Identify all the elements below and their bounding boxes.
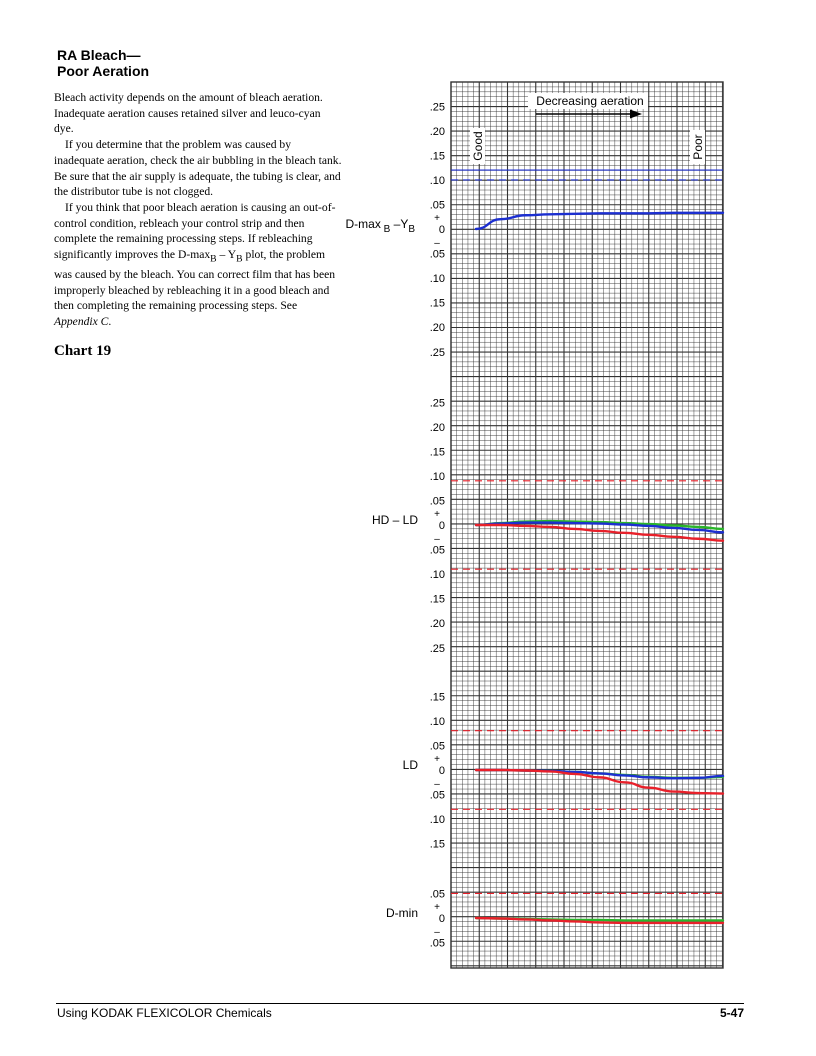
plus-sign: + [434, 902, 440, 913]
panel-label: HD – LD [371, 513, 418, 527]
chart-title: Decreasing aeration [536, 94, 644, 108]
y-tick-label: .10 [429, 715, 445, 728]
footer-publication-title: Using KODAK FLEXICOLOR Chemicals [57, 1006, 272, 1020]
y-tick-label: .05 [429, 937, 445, 950]
zero-label: 0 [438, 765, 445, 777]
y-tick-label: .05 [429, 740, 445, 753]
minus-sign: – [434, 534, 440, 545]
y-tick-label: .25 [429, 642, 445, 655]
y-tick-label: .20 [429, 125, 445, 138]
chart-label: Chart 19 [54, 343, 112, 359]
minus-sign: – [434, 238, 440, 249]
zero-label: 0 [438, 913, 445, 925]
minus-sign: – [434, 779, 440, 790]
zero-label: 0 [438, 520, 445, 532]
paragraph-2: If you determine that the problem was caused by inadequate aeration, check the air bubbling in the bleach tank. Be sure that the air supply is adequate, the tubing is clear, and the distributor tube is not clogged. [54, 138, 342, 199]
minus-sign: – [434, 927, 440, 938]
paragraph-3-end: . [108, 315, 112, 329]
appendix-reference: Appendix C [54, 315, 109, 329]
footer-rule [56, 1003, 744, 1004]
plus-sign: + [434, 213, 440, 224]
y-tick-label: .20 [429, 618, 445, 631]
panel-label: D-min [386, 906, 418, 920]
panel-label-sub: B [408, 224, 415, 235]
y-tick-label: .05 [429, 544, 445, 557]
y-tick-label: .20 [429, 421, 445, 434]
paragraph-3-post: plot, the problem was caused by the bleach. You can correct film that has been improperly bleached by rebleaching it in a good bleach and then completing the remaining processing steps. See [54, 248, 336, 313]
paragraph-3-sub2: B [236, 253, 243, 265]
footer-page-number: 5-47 [719, 1006, 744, 1020]
y-tick-label: .15 [429, 446, 445, 459]
panel-label [346, 217, 416, 235]
panel-label-sub: B [380, 224, 391, 235]
y-tick-label: .15 [429, 593, 445, 606]
y-tick-label: .15 [429, 691, 445, 704]
y-tick-label: .05 [429, 495, 445, 508]
y-tick-label: .25 [429, 101, 445, 114]
plus-sign: + [434, 509, 440, 520]
y-tick-label: .15 [429, 838, 445, 851]
panel-label-mid: –Y [390, 217, 409, 231]
y-tick-label: .10 [429, 470, 445, 483]
y-tick-label: .15 [429, 150, 445, 163]
y-tick-label: .20 [429, 322, 445, 335]
section-heading-line1: RA Bleach— [57, 47, 141, 63]
x-right-label: Poor [691, 134, 705, 160]
paragraph-3-sub1: B [210, 253, 217, 265]
y-tick-label: .10 [429, 569, 445, 582]
y-tick-label: .05 [429, 888, 445, 901]
paragraph-3-pre: If you think that poor bleach aeration is causing an out-of-control condition, rebleach your control strip and then complete the remaining processing steps. If rebleaching significantly improves the D-max [54, 200, 336, 262]
y-tick-label: .25 [429, 346, 445, 359]
y-tick-label: .05 [429, 199, 445, 212]
y-tick-label: .10 [429, 814, 445, 827]
panel-label-main: D-max [345, 217, 381, 231]
x-left-label: Good [471, 131, 485, 161]
zero-label: 0 [438, 224, 445, 236]
paragraph-3-mid: – Y [216, 248, 237, 262]
y-tick-label: .05 [429, 789, 445, 802]
section-heading-line2: Poor Aeration [57, 63, 150, 79]
y-tick-label: .25 [429, 397, 445, 410]
y-tick-label: .15 [429, 297, 445, 310]
panel-label: LD [402, 758, 418, 772]
y-tick-label: .05 [429, 248, 445, 261]
y-tick-label: .10 [429, 174, 445, 187]
paragraph-1: Bleach activity depends on the amount of bleach aeration. Inadequate aeration causes retained silver and leuco-cyan dye. [54, 91, 323, 136]
plus-sign: + [434, 754, 440, 765]
y-tick-label: .10 [429, 273, 445, 286]
